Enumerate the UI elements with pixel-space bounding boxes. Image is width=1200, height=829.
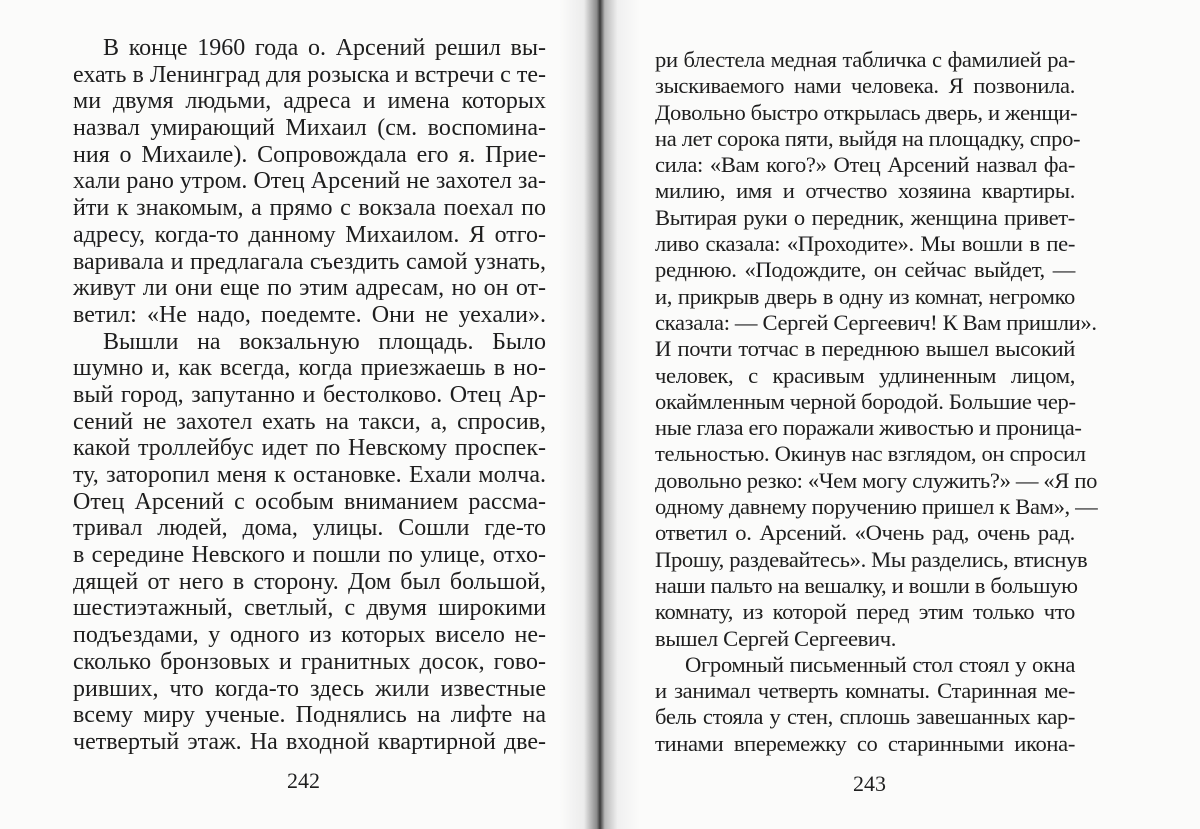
- text-line: хали рано утром. Отец Арсений не захотел за-: [73, 168, 546, 195]
- text-line: йти к знакомым, а прямо с вокзала поехал по: [73, 195, 546, 222]
- text-line: окаймленным черной бородой. Большие чер-: [655, 388, 1076, 414]
- text-line: тривал людей, дома, улицы. Сошли где-то: [73, 515, 546, 542]
- text-line: четвертый этаж. На входной квартирной две-: [73, 728, 546, 755]
- text-line: назвал умирающий Михаил (см. воспомина-: [73, 115, 546, 142]
- text-line: человек, с красивым удлиненным лицом,: [655, 362, 1075, 388]
- text-line: всему миру ученые. Поднялись на лифте на: [73, 702, 546, 729]
- text-line: одному давнему поручению пришел к Вам», —: [655, 494, 1098, 520]
- text-line: бель стояла у стен, сплошь завешанных кар-: [655, 704, 1075, 730]
- right-page: [620, 0, 1200, 829]
- text-line: вый город, запутанно и бестолково. Отец Ар-: [73, 381, 546, 408]
- text-line: ри блестела медная табличка с фамилией ра-: [655, 47, 1075, 72]
- text-line: ветил: «Не надо, поедемте. Они не уехали».: [73, 301, 546, 328]
- text-line: ми двумя людьми, адреса и имена которых: [73, 88, 546, 115]
- text-line: тинами вперемежку со старинными икона-: [655, 730, 1075, 756]
- text-line: ния о Михаиле). Сопровождала его я. Прие-: [73, 141, 546, 168]
- text-line: Огромный письменный стол стоял у окна: [685, 651, 1075, 677]
- text-line: шумно и, как всегда, когда приезжаешь в но-: [73, 355, 546, 382]
- text-line: милию, имя и отчество хозяина квартиры.: [655, 178, 1075, 204]
- text-line: на лет сорока пяти, выйдя на площадку, спро-: [655, 125, 1081, 151]
- text-line: комнату, из которой перед этим только что: [655, 599, 1075, 625]
- text-line: сений не захотел ехать на такси, а, спросив,: [73, 408, 546, 435]
- paragraph: [73, 329, 546, 756]
- text-line: Довольно быстро открылась дверь, и женщи-: [655, 99, 1078, 125]
- page-number: 242: [287, 768, 320, 793]
- text-line: зыскиваемого нами человека. Я позвонила.: [655, 73, 1075, 99]
- text-line: адресу, когда-то данному Михаилом. Я отго-: [73, 221, 546, 248]
- text-line: ту, заторопил меня к остановке. Ехали молча.: [73, 462, 546, 488]
- text-line: дящей от него в сторону. Дом был большой,: [73, 568, 546, 595]
- text-line: наши пальто на вешалку, и вошли в большую: [655, 572, 1078, 598]
- text-line: ехать в Ленинград для розыска и встречи с те-: [73, 61, 546, 88]
- paragraph: [73, 35, 546, 329]
- left-page-text: [73, 35, 546, 756]
- text-line: живут ли они еще по этим адресам, но он от-: [73, 275, 546, 302]
- right-page-text: [655, 47, 1098, 757]
- text-line: какой троллейбус идет по Невскому проспек-: [73, 435, 546, 462]
- page-number: 243: [853, 771, 886, 796]
- text-line: Вышли на вокзальную площадь. Было: [103, 328, 546, 355]
- text-line: довольно резко: «Чем могу служить?» — «Я по: [655, 467, 1098, 493]
- text-line: и, прикрыв дверь в одну из комнат, негромко: [655, 283, 1075, 309]
- text-line: тельностью. Окинув нас взглядом, он спросил: [655, 441, 1086, 467]
- left-page: [0, 0, 580, 829]
- text-line: подъездами, у одного из которых висело не-: [73, 622, 546, 649]
- text-line: шестиэтажный, светлый, с двумя широкими: [73, 595, 546, 622]
- text-line: Отец Арсений с особым вниманием рассма-: [73, 488, 546, 515]
- text-line: и занимал четверть комнаты. Старинная ме-: [655, 678, 1075, 704]
- text-line: ответил о. Арсений. «Очень рад, очень рад.: [655, 520, 1075, 546]
- paragraph: [655, 652, 1075, 757]
- text-line: Вытирая руки о передник, женщина привет-: [655, 204, 1075, 230]
- text-line: сказала: — Сергей Сергеевич! К Вам пришли».: [655, 309, 1097, 335]
- text-line: ривших, что когда-то здесь жили известные: [73, 675, 546, 702]
- text-line: В конце 1960 года о. Арсений решил вы-: [103, 35, 546, 61]
- paragraph: [655, 47, 1098, 652]
- text-line: ливо сказала: «Проходите». Мы вошли в пе-: [655, 231, 1075, 257]
- text-line: Прошу, раздевайтесь». Мы разделись, втиснув: [655, 546, 1088, 572]
- text-line: сколько бронзовых и гранитных досок, гово-: [73, 648, 546, 675]
- text-line: реднюю. «Подождите, он сейчас выйдет, —: [655, 257, 1075, 283]
- text-line: И почти тотчас в переднюю вышел высокий: [655, 336, 1075, 362]
- text-line: варивала и предлагала съездить самой узнать,: [73, 248, 546, 275]
- text-line: вышел Сергей Сергеевич.: [655, 625, 897, 651]
- text-line: ные глаза его поражали живостью и проница-: [655, 415, 1082, 441]
- text-line: в середине Невского и пошли по улице, отхо-: [73, 542, 546, 569]
- text-line: сила: «Вам кого?» Отец Арсений назвал фа-: [655, 152, 1075, 178]
